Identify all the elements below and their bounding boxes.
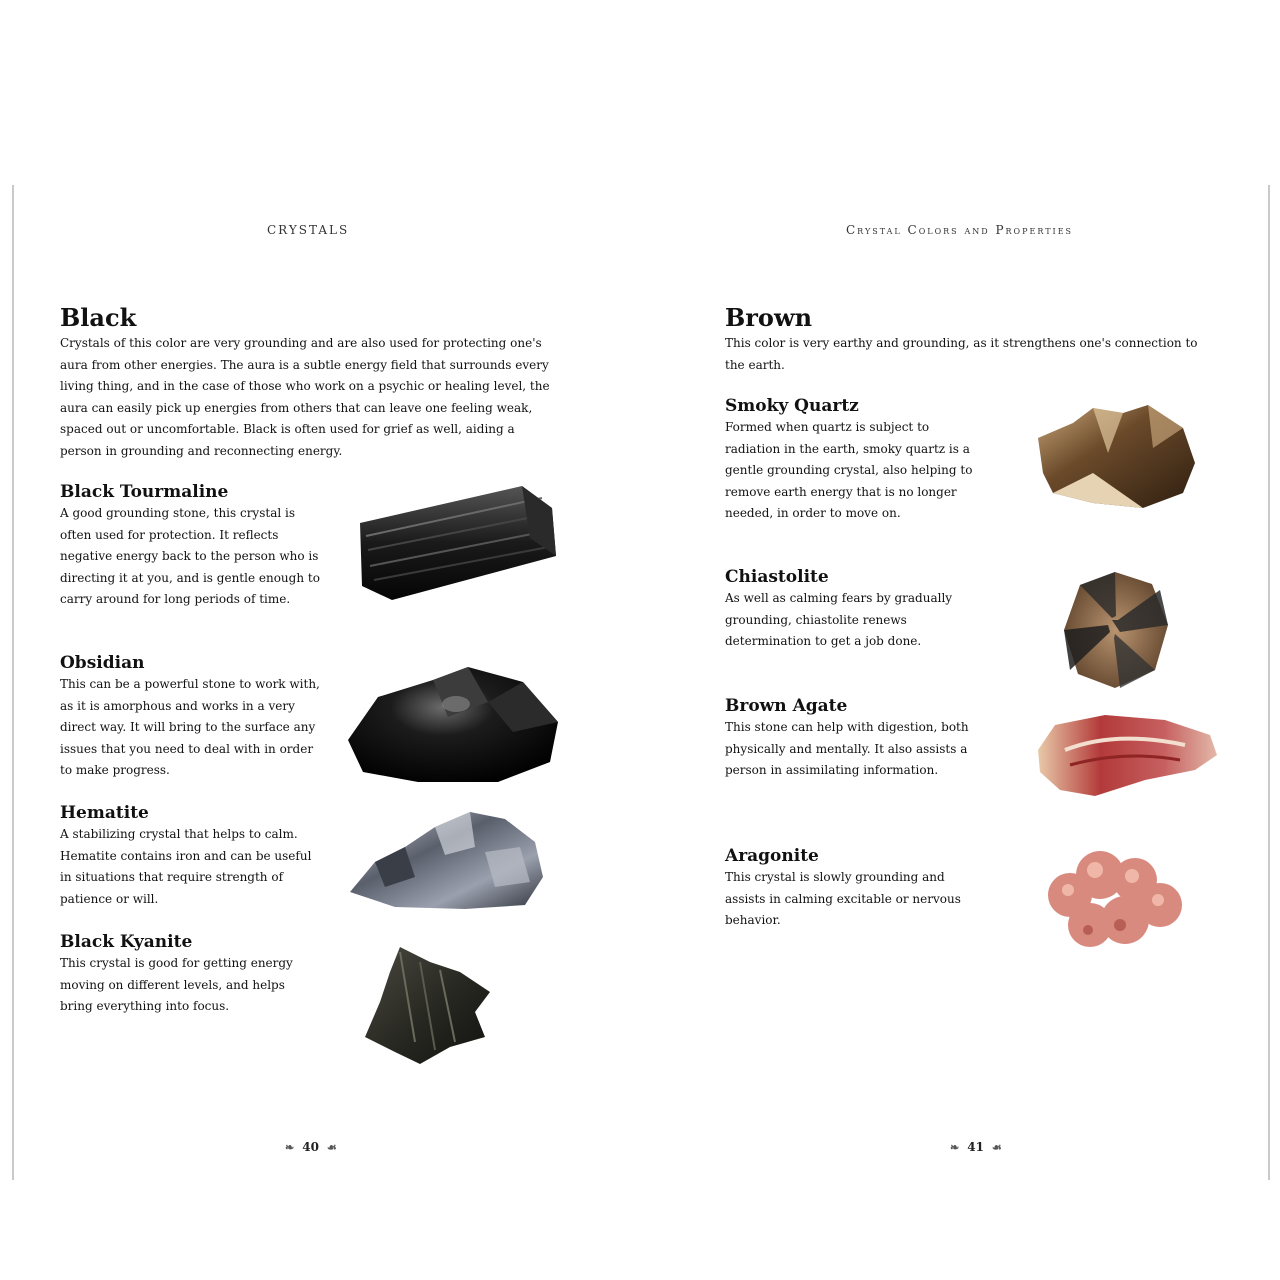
leaf-ornament-icon: ☙ [326,1140,337,1154]
left-page [30,185,590,1180]
crystal-description: This can be a powerful stone to work with, as it is amorphous and works in a very direct way. It will bring to the surface any issues that you need to deal with in order to make progress. [60,677,320,777]
running-head: Crystal Colors and Properties [846,223,1074,237]
section-intro: Crystals of this color are very grounding and are also used for protecting one's aura from other energies. The aura is a subtle energy field that surrounds every living thing, and in the case of those who work on a psychic or healing level, the aura can easily pick up energies from others that can leave one feeling weak, spaced out or uncomfortable. Black is often used for grief as well, aiding a person in grounding and reconnecting energy. [60,336,550,458]
right-page [695,185,1255,1180]
black-tourmaline-image [352,478,562,608]
chiastolite-image [1060,570,1170,690]
section-title: Brown [725,303,813,332]
crystal-description: As well as calming fears by gradually grounding, chiastolite renews determination to get a job done. [725,591,953,648]
crystal-description: A good grounding stone, this crystal is often used for protection. It reflects negative energy back to the person who is directing it at you, and is gentle enough to carry around for long periods of time. [60,506,320,606]
crystal-name: Aragonite [725,846,819,866]
aragonite-image [1040,840,1190,955]
page-number-footer [285,1140,337,1154]
brown-agate-image [1035,710,1220,800]
leaf-ornament-icon: ❧ [285,1140,295,1154]
crystal-description: This crystal is slowly grounding and assists in calming excitable or nervous behavior. [725,870,961,927]
crystal-name: Hematite [60,803,149,823]
crystal-name: Chiastolite [725,567,829,587]
crystal-description: This crystal is good for getting energy moving on different levels, and helps bring everything into focus. [60,956,293,1013]
hematite-image [345,807,545,912]
crystal-name: Obsidian [60,653,145,673]
smoky-quartz-image [1033,403,1198,513]
black-kyanite-image [360,942,500,1067]
crystal-name: Black Kyanite [60,932,193,952]
crystal-description: This stone can help with digestion, both physically and mentally. It also assists a person in assimilating information. [725,720,969,777]
left-page-edge [12,185,14,1180]
crystal-description: Formed when quartz is subject to radiation in the earth, smoky quartz is a gentle grounding crystal, also helping to remove earth energy that is no longer needed, in order to move on. [725,420,973,520]
section-intro: This color is very earthy and grounding, as it strengthens one's connection to the earth. [725,336,1198,372]
right-page-edge [1268,185,1270,1180]
leaf-ornament-icon: ☙ [991,1140,1002,1154]
crystal-name: Brown Agate [725,696,848,716]
crystal-description: A stabilizing crystal that helps to calm. Hematite contains iron and can be useful in situations that require strength of patience or will. [60,827,312,906]
page-number: 40 [302,1140,319,1154]
running-head: CRYSTALS [267,223,350,237]
book-spread [0,185,1280,1180]
obsidian-image [338,662,563,787]
leaf-ornament-icon: ❧ [950,1140,960,1154]
page-number-footer [950,1140,1002,1154]
section-title: Black [60,303,137,332]
crystal-entry [60,931,580,1018]
crystal-name: Smoky Quartz [725,396,859,416]
page-number: 41 [967,1140,984,1154]
crystal-name: Black Tourmaline [60,482,229,502]
